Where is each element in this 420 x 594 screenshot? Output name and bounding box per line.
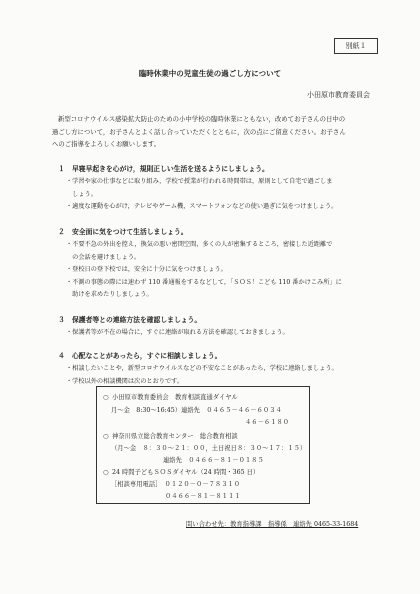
contact-2-hours: （月～金 ８：３０～２１：００，土日祝日８：３０～１７：１５） bbox=[111, 445, 307, 452]
section-2-body bbox=[66, 239, 342, 302]
section-number: １ bbox=[58, 165, 65, 173]
contact-3-phone1: ［相談専用電話］ ０１２０－０－７８３１０ bbox=[111, 481, 241, 488]
body-line: ・適度な運動を心がけ，テレビやゲーム機，スマートフォンなどの使い過ぎに気をつけましょう。 bbox=[66, 203, 338, 210]
section-number: ４ bbox=[58, 352, 65, 360]
section-3-heading bbox=[58, 314, 201, 324]
section-heading-text: 保護者等との連絡方法を確認しましょう。 bbox=[72, 316, 202, 324]
section-4-heading bbox=[58, 350, 221, 360]
section-3-body bbox=[66, 327, 289, 340]
contact-3-phone2: ０４６６－８１－８１１１ bbox=[165, 493, 241, 500]
contact-2-phone: 連絡先 ０４６６－８１－０１８５ bbox=[163, 457, 264, 464]
body-line: ・不測の事態の際には速わず 110 番通報をするなどして，「ＳＯＳ！こども 110 番かけこみ所」に bbox=[66, 278, 342, 286]
section-4-body bbox=[66, 363, 338, 388]
intro-line: 新型コロナウイルス感染拡大防止のための小中学校の臨時休業にともない，改めてお子さんの日中の bbox=[58, 115, 346, 123]
body-line: ・保護者等が不在の場合に，すぐに連絡が取れる方法を確認しておきましょう。 bbox=[66, 329, 289, 336]
section-1-body bbox=[66, 176, 337, 214]
body-line: ・学校以外の相談機関は次のとおりです。 bbox=[66, 377, 184, 385]
section-number: ３ bbox=[58, 316, 65, 324]
section-2-heading bbox=[58, 226, 188, 236]
body-line: ・学習や家の仕事などに取り組み，学校で授業が行われる時間帯は，原則として自宅で過ごしま bbox=[66, 178, 333, 185]
attachment-label: 別紙１ bbox=[334, 38, 378, 54]
body-line: ・不要不急の外出を控え，換気の悪い密閉空間，多くの人が密集するところ，密接した近距離で bbox=[66, 241, 333, 248]
section-heading-text: 安全面に気をつけて生活しましょう。 bbox=[72, 228, 188, 236]
section-heading-text: 早寝早起きを心がけ，規則正しい生活を送るようにしましょう。 bbox=[72, 165, 269, 173]
contact-3-name: ○ 24 時間子どもＳＯＳダイヤル（24 時間・365 日） bbox=[103, 469, 260, 476]
section-1-heading bbox=[58, 163, 269, 173]
section-heading-text: 心配なことがあったら，すぐに相談しましょう。 bbox=[72, 352, 222, 360]
contact-1-phone2: ４６－６１８０ bbox=[245, 419, 290, 426]
issuer: 小田原市教育委員会 bbox=[307, 91, 370, 99]
circle-bullet-icon: ○ bbox=[103, 394, 109, 401]
body-line: 助けを求めたりしましょう。 bbox=[66, 291, 153, 298]
circle-bullet-icon: ○ bbox=[103, 469, 109, 476]
body-line: の会話を避けましょう。 bbox=[66, 253, 141, 261]
inquiry-footer: 問い合わせ先：教育指導課 指導係 連絡先 0465-33-1684 bbox=[186, 521, 359, 528]
intro-paragraph bbox=[52, 113, 382, 151]
contact-box bbox=[96, 386, 310, 504]
contact-1-hours: 月～金 8:30～16:45）連絡先 ０４６５－４６－６０３４ bbox=[111, 407, 282, 414]
section-number: ２ bbox=[58, 228, 65, 236]
circle-bullet-icon: ○ bbox=[103, 433, 109, 440]
contact-2-name: ○ 神奈川県立総合教育センター 総合教育相談 bbox=[103, 433, 238, 440]
document-title: 臨時休業中の児童生徒の過ごし方について bbox=[138, 69, 282, 78]
body-line: ・登校日の登下校では，安全に十分に気をつけましょう。 bbox=[66, 266, 227, 273]
body-line: しょう。 bbox=[66, 190, 97, 198]
intro-line: 過ごし方について，お子さんとよく話し合っていただくとともに，次の点にご留意ください。お子さん bbox=[52, 127, 346, 136]
intro-line: へのご指導をよろしくお願いします。 bbox=[52, 140, 161, 148]
body-line: ・相談したいことや，新型コロナウイルスなどの不安なことがあったら，学校に連絡しましょう。 bbox=[66, 365, 338, 372]
contact-1-name: ○ 小田原市教育委員会 教育相談直通ダイヤル bbox=[103, 394, 238, 401]
